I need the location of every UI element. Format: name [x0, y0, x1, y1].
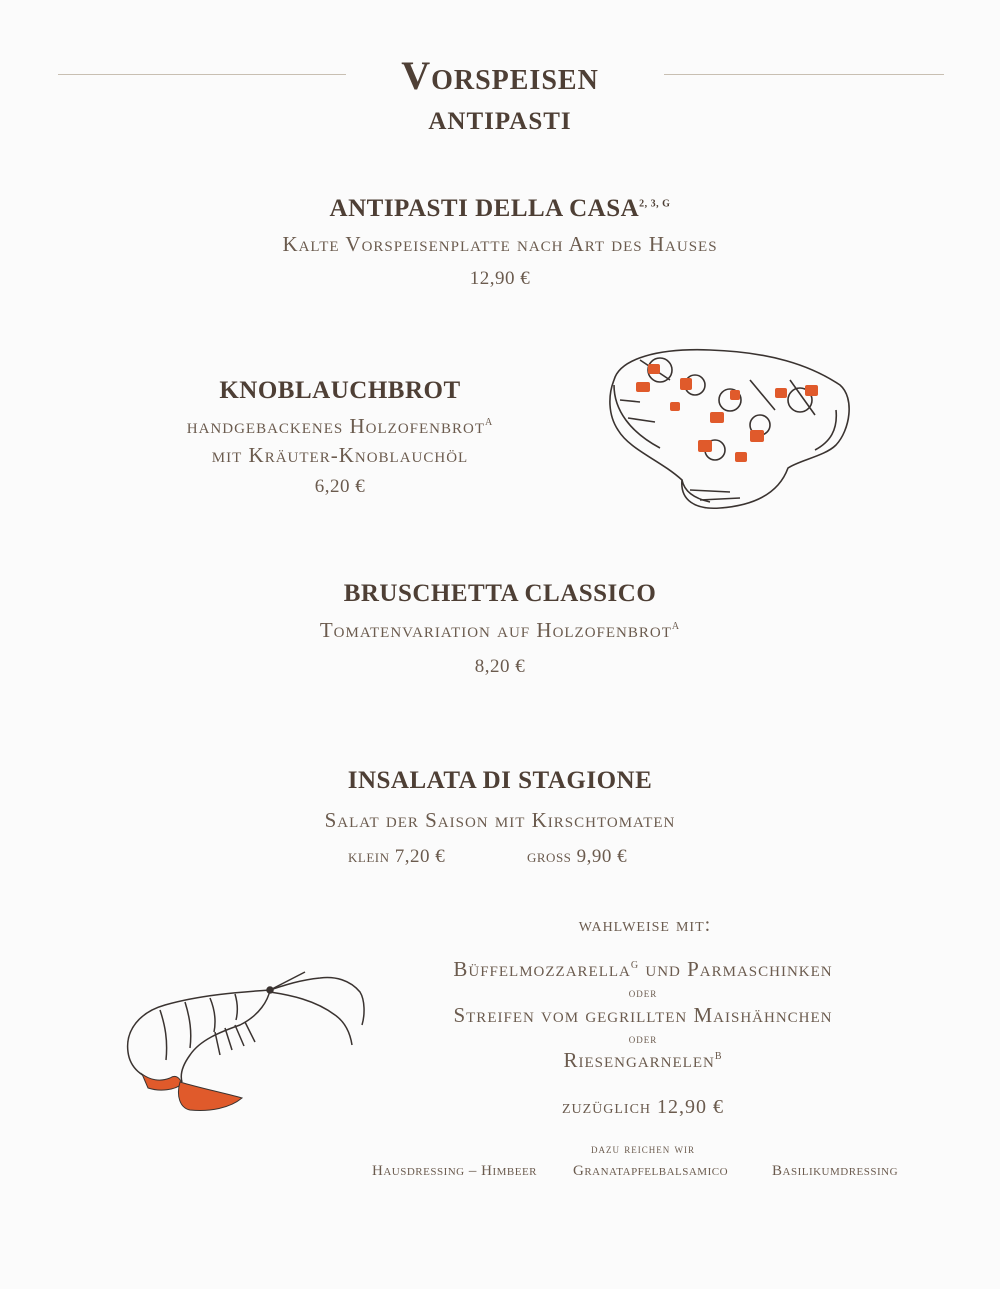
dish-price-antipasti: 12,90 €	[469, 268, 531, 289]
dish-description-bruschetta: Tomatenvariation auf Holzofenbrot$^A$	[319, 618, 681, 642]
dressing-himbeer: Hausdressing – Himbeer	[372, 1163, 538, 1179]
tomato-pieces	[636, 364, 818, 462]
shrimp-illustration	[120, 970, 370, 1120]
or-separator-1: oder	[628, 985, 658, 1000]
dish-description-knoblauchbrot-line2: mit Kräuter-Knoblauchöl	[211, 443, 469, 467]
dish-price-insalata-small: klein 7,20 €	[348, 846, 446, 867]
shrimp-tail	[142, 1074, 242, 1111]
page-title: Vorspeisen	[401, 53, 599, 98]
dish-description-antipasti: Kalte Vorspeisenplatte nach Art des Hauses	[282, 232, 718, 256]
allergen-sup: A	[671, 621, 681, 632]
allergen-sup: 2, 3, G	[639, 198, 671, 210]
dish-price-insalata-large: gross 9,90 €	[527, 846, 628, 867]
allergen-sup: G	[630, 960, 640, 971]
allergen-sup: A	[485, 417, 494, 428]
dish-price-bruschetta: 8,20 €	[474, 656, 526, 677]
dish-name-knoblauchbrot: KNOBLAUCHBROT	[219, 377, 461, 404]
option-mozzarella: Büffelmozzarella$^G$ und Parmaschinken	[453, 957, 833, 981]
or-separator-2: oder	[628, 1031, 658, 1046]
option-shrimp: Riesengarnelen$^B$	[563, 1048, 723, 1072]
page-subtitle: ANTIPASTI	[428, 108, 572, 135]
dish-name-insalata: INSALATA DI STAGIONE	[347, 767, 653, 794]
bruschetta-illustration	[600, 340, 860, 515]
options-surcharge: zuzüglich 12,90 €	[561, 1096, 725, 1118]
dish-name-bruschetta: BRUSCHETTA CLASSICO	[343, 580, 657, 607]
dish-description-insalata: Salat der Saison mit Kirschtomaten	[324, 808, 676, 832]
dressing-basilikum: Basilikumdressing	[772, 1163, 899, 1179]
dish-description-knoblauchbrot-line1: handgebackenes Holzofenbrot$^A$	[186, 414, 494, 438]
options-heading: wahlweise mit:	[578, 914, 712, 936]
dish-price-knoblauchbrot: 6,20 €	[314, 476, 366, 497]
allergen-sup: B	[714, 1051, 723, 1062]
option-chicken: Streifen vom gegrillten Maishähnchen	[453, 1003, 833, 1027]
dish-name-antipasti: ANTIPASTI DELLA $CASA^{2, 3, G}$	[329, 195, 671, 222]
dressing-granatapfel: Granatapfelbalsamico	[573, 1163, 729, 1179]
dressing-intro: dazu reichen wir	[591, 1141, 695, 1156]
